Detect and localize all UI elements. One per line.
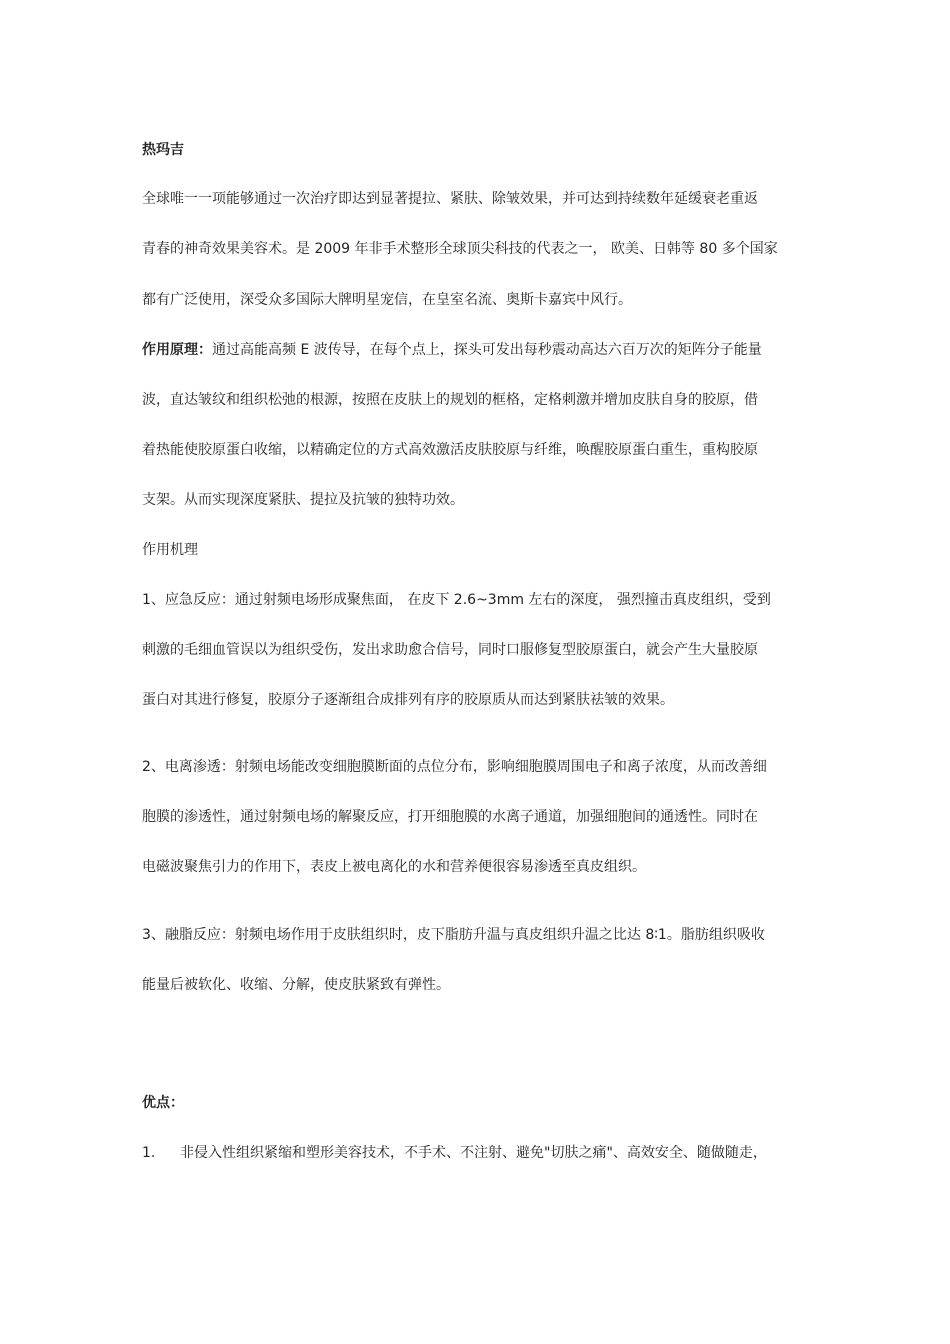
mechanism-item-1-line-3: 蛋白对其进行修复，胶原分子逐渐组合成排列有序的胶原质从而达到紧肤祛皱的效果。 (142, 692, 674, 708)
mechanism-item-3-line-1: 3、融脂反应：射频电场作用于皮肤组织时，皮下脂肪升温与真皮组织升温之比达 8∶1。脂肪组织吸收 (142, 927, 765, 943)
mechanism-item-2-line-1: 2、电离渗透：射频电场能改变细胞膜断面的点位分布，影响细胞膜周围电子和离子浓度，从而改善细 (142, 759, 767, 775)
mechanism-item-3-line-2: 能量后被软化、收缩、分解，使皮肤紧致有弹性。 (142, 977, 450, 993)
document-title: 热玛吉 (142, 142, 184, 158)
intro-line-3: 都有广泛使用，深受众多国际大牌明星宠信，在皇室名流、奥斯卡嘉宾中风行。 (142, 292, 632, 308)
intro-line-1: 全球唯一一项能够通过一次治疗即达到显著提拉、紧肤、除皱效果，并可达到持续数年延缓衰老重返 (142, 191, 758, 207)
principle-line-1 (142, 340, 812, 360)
mechanism-item-2-line-3: 电磁波聚焦引力的作用下，表皮上被电离化的水和营养便很容易渗透至真皮组织。 (142, 859, 646, 875)
principle-line-3: 着热能使胶原蛋白收缩，以精确定位的方式高效激活皮肤胶原与纤维，唤醒胶原蛋白重生，重构胶原 (142, 442, 758, 458)
principle-line-1-text: 通过高能高频 E 波传导，在每个点上，探头可发出每秒震动高达六百万次的矩阵分子能量 (212, 342, 762, 358)
mechanism-item-1-line-2: 刺激的毛细血管误以为组织受伤，发出求助愈合信号，同时口服修复型胶原蛋白，就会产生大量胶原 (142, 642, 758, 658)
mechanism-item-1-line-1: 1、应急反应：通过射频电场形成聚焦面， 在皮下 2.6~3mm 左右的深度， 强烈撞击真皮组织，受到 (142, 592, 771, 608)
mechanism-item-2-line-2: 胞膜的渗透性，通过射频电场的解聚反应，打开细胞膜的水离子通道，加强细胞间的通透性。同时在 (142, 809, 758, 825)
intro-line-2: 青春的神奇效果美容术。是 2009 年非手术整形全球顶尖科技的代表之一， 欧美、日韩等 80 多个国家 (142, 241, 778, 257)
principle-line-4: 支架。从而实现深度紧肤、提拉及抗皱的独特功效。 (142, 492, 464, 508)
advantages-heading: 优点： (142, 1095, 184, 1111)
principle-label: 作用原理： (142, 342, 212, 358)
principle-line-2: 波，直达皱纹和组织松弛的根源，按照在皮肤上的规划的框格，定格刺激并增加皮肤自身的胶原，借 (142, 392, 758, 408)
advantage-item-1-text: 非侵入性组织紧缩和塑形美容技术，不手术、不注射、避免"切肤之痛"、高效安全、随做随走， (180, 1145, 767, 1161)
mechanism-heading: 作用机理 (142, 542, 198, 558)
advantage-item-1 (142, 1143, 812, 1163)
advantage-item-1-number: 1. (142, 1145, 156, 1161)
